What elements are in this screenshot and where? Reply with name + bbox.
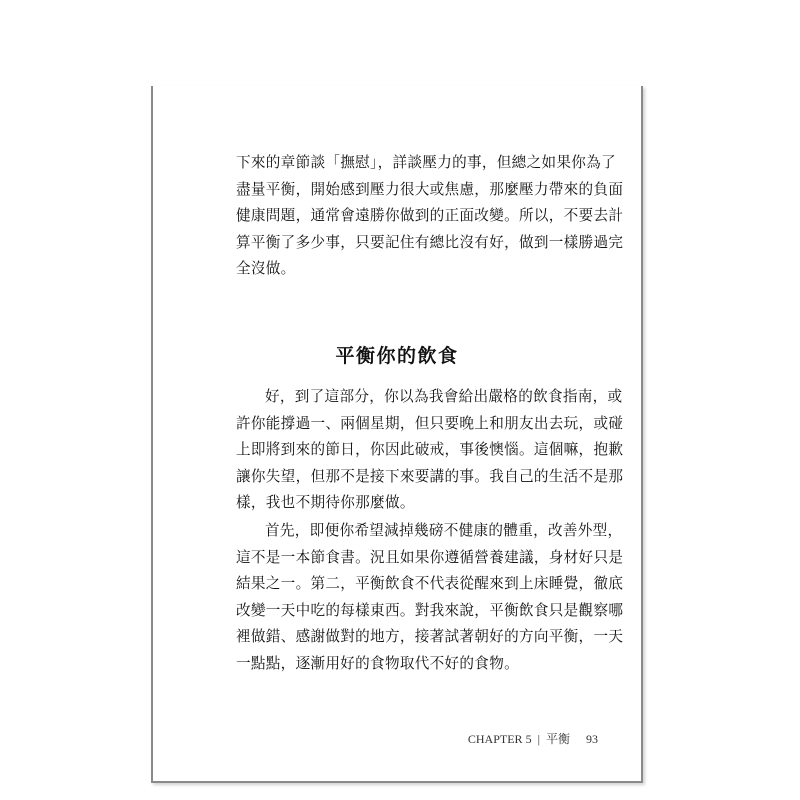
paragraph-line: 讓你失望，但那不是接下來要講的事。我自己的生活不是那 (236, 467, 624, 485)
paragraph-line: 裡做錯、感謝做對的地方，接著試著朝好的方向平衡，一天 (236, 628, 624, 646)
paragraph-line: 許你能撐過一、兩個星期，但只要晚上和朋友出去玩，或碰 (236, 414, 624, 432)
page-number: 93 (586, 732, 598, 746)
chapter-title: 平衡 (545, 732, 570, 746)
paragraph-line: 結果之一。第二，平衡飲食不代表從醒來到上床睡覺，徹底 (236, 575, 624, 593)
paragraph-line: 上即將到來的節日，你因此破戒，事後懊惱。這個嘛，抱歉 (236, 441, 624, 459)
paragraph-line: 一點點，逐漸用好的食物取代不好的食物。 (236, 654, 519, 672)
intro-paragraph (236, 150, 624, 283)
paragraph-line: 健康問題，通常會遠勝你做到的正面改變。所以，不要去計 (236, 207, 624, 225)
paragraph-line: 樣，我也不期待你那麼做。 (236, 494, 415, 512)
paragraph-line: 這不是一本節食書。況且如果你遵循營養建議，身材好只是 (236, 548, 624, 566)
footer-separator: | (537, 732, 540, 746)
book-page (151, 86, 643, 783)
paragraph-line: 盡量平衡，開始感到壓力很大或焦慮，那麼壓力帶來的負面 (236, 180, 624, 198)
body-paragraph-1 (236, 384, 624, 517)
paragraph-line: 好，到了這部分，你以為我會給出嚴格的飲食指南，或 (265, 388, 623, 405)
section-heading: 平衡你的飲食 (335, 345, 459, 367)
paragraph-line: 算平衡了多少事，只要記住有總比沒有好，做到一樣勝過完 (236, 233, 624, 251)
paragraph-line: 首先，即便你希望減掉幾磅不健康的體重，改善外型， (265, 522, 623, 539)
chapter-label: CHAPTER 5 (467, 732, 532, 746)
paragraph-line: 改變一天中吃的每樣東西。對我來說，平衡飲食只是觀察哪 (236, 601, 624, 619)
body-paragraph-2 (236, 518, 624, 678)
paragraph-line: 全沒做。 (236, 260, 296, 278)
paragraph-line: 下來的章節談「撫慰」，詳談壓力的事，但總之如果你為了 (236, 154, 616, 171)
page-footer (468, 730, 598, 747)
